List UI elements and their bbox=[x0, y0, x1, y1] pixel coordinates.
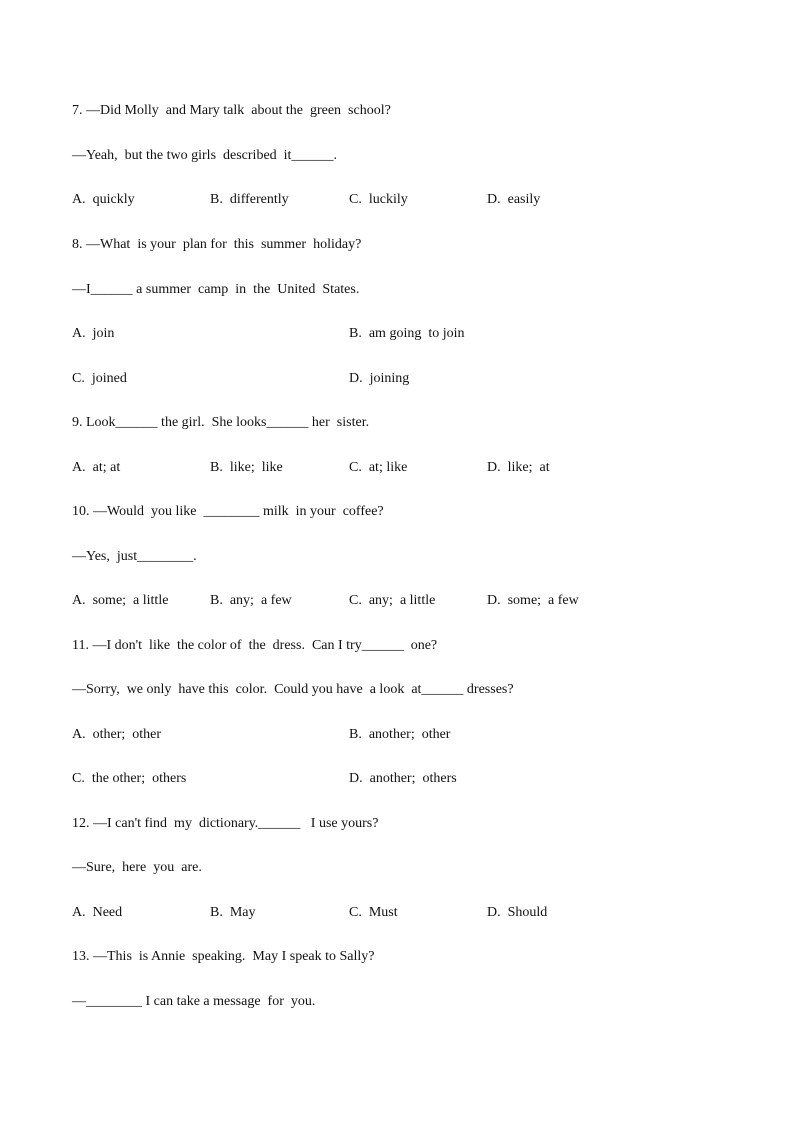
question-9-option-d: D. like; at bbox=[487, 460, 550, 475]
question-13-reply: —________ I can take a message for you. bbox=[72, 994, 316, 1009]
question-10-option-c: C. any; a little bbox=[349, 593, 436, 608]
question-12-option-a: A. Need bbox=[72, 905, 123, 920]
question-8-option-a: A. join bbox=[72, 326, 115, 341]
question-8-option-b: B. am going to join bbox=[349, 326, 465, 341]
question-8-stem: 8. —What is your plan for this summer holiday? bbox=[72, 237, 362, 252]
question-7-option-a: A. quickly bbox=[72, 192, 135, 207]
question-12-reply: —Sure, here you are. bbox=[72, 860, 202, 875]
question-9-option-b: B. like; like bbox=[210, 460, 283, 475]
question-10-option-b: B. any; a few bbox=[210, 593, 292, 608]
question-10-stem: 10. —Would you like ________ milk in your coffee? bbox=[72, 504, 384, 519]
question-13-stem: 13. —This is Annie speaking. May I speak to Sally? bbox=[72, 949, 375, 964]
question-9-option-c: C. at; like bbox=[349, 460, 408, 475]
question-10-option-d: D. some; a few bbox=[487, 593, 579, 608]
question-7-option-c: C. luckily bbox=[349, 192, 408, 207]
question-8-option-c: C. joined bbox=[72, 371, 127, 386]
question-12-option-d: D. Should bbox=[487, 905, 548, 920]
question-7-option-d: D. easily bbox=[487, 192, 541, 207]
question-11-reply: —Sorry, we only have this color. Could you have a look at______ dresses? bbox=[72, 682, 514, 697]
question-11-stem: 11. —I don't like the color of the dress. Can I try______ one? bbox=[72, 638, 438, 653]
question-11-option-c: C. the other; others bbox=[72, 771, 187, 786]
question-11-option-a: A. other; other bbox=[72, 727, 162, 742]
question-12-stem: 12. —I can't find my dictionary.______ I use yours? bbox=[72, 816, 379, 831]
question-7-reply: —Yeah, but the two girls described it______. bbox=[72, 148, 337, 163]
question-10-option-a: A. some; a little bbox=[72, 593, 169, 608]
question-12-option-b: B. May bbox=[210, 905, 256, 920]
question-9-stem: 9. Look______ the girl. She looks______ her sister. bbox=[72, 415, 370, 430]
question-11-option-b: B. another; other bbox=[349, 727, 451, 742]
question-11-option-d: D. another; others bbox=[349, 771, 457, 786]
question-8-option-d: D. joining bbox=[349, 371, 410, 386]
question-8-reply: —I______ a summer camp in the United States. bbox=[72, 282, 360, 297]
question-10-reply: —Yes, just________. bbox=[72, 549, 197, 564]
question-7-stem: 7. —Did Molly and Mary talk about the green school? bbox=[72, 103, 391, 118]
question-9-option-a: A. at; at bbox=[72, 460, 121, 475]
question-7-option-b: B. differently bbox=[210, 192, 289, 207]
question-12-option-c: C. Must bbox=[349, 905, 398, 920]
